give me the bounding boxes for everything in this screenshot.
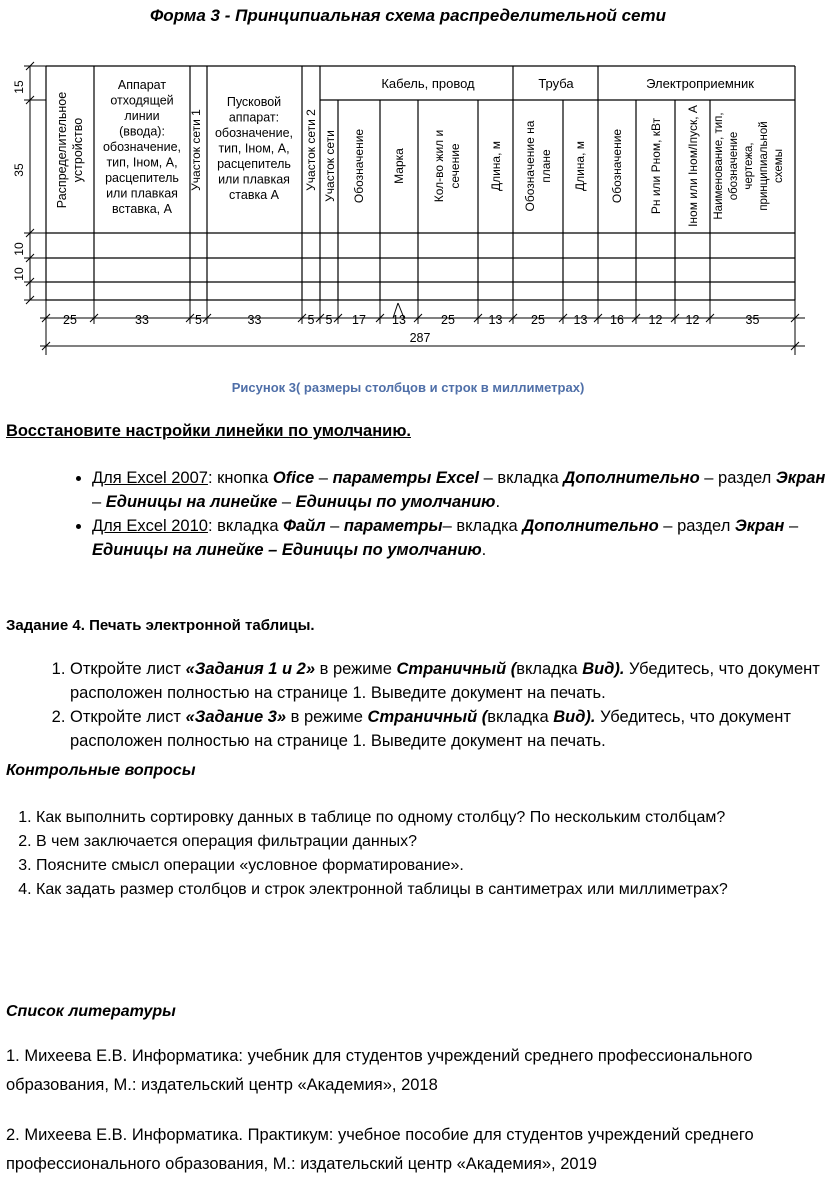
literature-item: 1. Михеева Е.В. Информатика: учебник для студентов учреждений среднего профессионального образования, М.: издательский центр «Академия», 2018 — [6, 1047, 753, 1094]
figure-label: ставка А — [229, 188, 279, 202]
figure-label: 5 — [195, 313, 202, 327]
figure-label: тип, Iном, А, — [106, 155, 178, 170]
task4-list — [38, 657, 840, 753]
list-item: 2. В чем заключается операция фильтрации данных? — [36, 830, 826, 854]
figure-label: 17 — [352, 313, 366, 327]
figure-label: Pн или Pном, кВт — [649, 117, 663, 215]
figure-label: 13 — [488, 313, 503, 327]
figure-label: Пусковой — [226, 95, 282, 109]
list-item: 2. Откройте лист «Задание 3» в режиме Страничный (вкладка Вид). Убедитесь, что документ расположен полностью на странице 1. Выведите документ на печать. — [70, 705, 840, 753]
figure-label: Распределительное — [55, 91, 69, 209]
figure-label: тип, Iном, А, — [218, 141, 290, 156]
literature-item: 2. Михеева Е.В. Информатика. Практикум: учебное пособие для студентов учреждений среднего профессионального образования, М.: издательский центр «Академия», 2019 — [6, 1126, 754, 1173]
figure-label: 287 — [409, 331, 431, 345]
figure-label: Обозначение на — [523, 120, 537, 212]
figure-label: сечение — [448, 143, 462, 189]
figure-label: 25 — [63, 313, 77, 327]
figure-label: (ввода): — [119, 124, 165, 139]
figure-label: 15 — [12, 80, 26, 94]
figure-label: 10 — [12, 242, 26, 256]
list-item: 1. Откройте лист «Задания 1 и 2» в режиме Страничный (вкладка Вид). Убедитесь, что документ расположен полностью на странице 1. Выведите документ на печать. — [70, 657, 840, 705]
figure-label: расцепитель — [105, 171, 179, 185]
figure-label: или плавкая — [106, 186, 178, 201]
figure-label: обозначение, — [214, 126, 294, 140]
figure-label: 33 — [247, 313, 262, 327]
restore-item-2010: • Для Excel 2010: вкладка Файл – параметры– вкладка Дополнительно – раздел Экран – Единицы на линейке – Единицы по умолчанию. — [92, 514, 832, 562]
figure-label: 35 — [745, 313, 760, 327]
list-item: 3. Поясните смысл операции «условное форматирование». — [36, 854, 826, 878]
figure-label: 13 — [392, 313, 406, 327]
figure-label: Участок сети 1 — [189, 109, 203, 191]
figure-caption: Рисунок 3( размеры столбцов и строк в миллиметрах) — [231, 380, 585, 395]
figure-label: линии — [124, 109, 160, 123]
page-title: Форма 3 - Принципиальная схема распределительной сети — [149, 6, 667, 25]
list-item: 1. Как выполнить сортировку данных в таблице по одному столбцу? По нескольким столбцам? — [36, 806, 826, 830]
restore-list — [60, 466, 832, 562]
figure-label: 13 — [573, 313, 588, 327]
list-item: 4. Как задать размер столбцов и строк электронной таблицы в сантиметрах или миллиметрах? — [36, 878, 826, 902]
figure-label: Электроприемник — [646, 76, 754, 91]
figure-label: Кабель, провод — [381, 76, 475, 91]
figure-label: Iном или Iном/Iпуск, А — [686, 105, 700, 227]
figure-label: вставка, А — [112, 202, 172, 216]
figure-label: 10 — [12, 267, 26, 281]
figure-label: принципиальной — [758, 121, 770, 211]
figure-label: Аппарат — [117, 78, 167, 92]
control-heading: Контрольные вопросы — [6, 762, 196, 779]
figure-label: 5 — [307, 313, 315, 327]
figure-label: 16 — [610, 313, 624, 327]
figure-label: схемы — [773, 149, 785, 183]
figure-label: Труба — [538, 76, 574, 91]
figure-label: 25 — [531, 313, 545, 327]
figure-label: отходящей — [110, 93, 174, 108]
task4-heading: Задание 4. Печать электронной таблицы. — [6, 617, 315, 634]
figure-label: или плавкая — [218, 172, 290, 187]
figure-label: Наименование, тип, — [713, 112, 725, 220]
restore-heading: Восстановите настройки линейки по умолчанию. — [6, 422, 411, 440]
figure-label: Длина, м — [489, 140, 503, 192]
figure-label: обозначение — [728, 131, 740, 201]
figure-label: Кол-во жил и — [432, 129, 446, 203]
figure-label: аппарат: — [228, 110, 280, 125]
figure-label: 12 — [648, 313, 663, 327]
figure-label: Обозначение — [352, 128, 366, 204]
figure-label: плане — [539, 149, 553, 183]
control-list — [6, 806, 826, 902]
figure-label: 35 — [12, 163, 26, 177]
figure-label: расцепитель — [217, 157, 291, 171]
figure-label: чертежа, — [743, 142, 755, 190]
figure-label: устройство — [71, 117, 85, 183]
distribution-scheme-figure — [0, 48, 816, 368]
figure-label: Обозначение — [610, 128, 624, 204]
figure-label: Марка — [392, 148, 406, 184]
figure-label: 33 — [135, 313, 149, 327]
literature-heading: Список литературы — [6, 1003, 176, 1020]
figure-label: 25 — [441, 313, 455, 327]
figure-label: обозначение, — [102, 140, 182, 154]
restore-item-2007: • Для Excel 2007: кнопка Ofice – параметры Excel – вкладка Дополнительно – раздел Экран – Единицы на линейке – Единицы по умолчанию. — [92, 466, 832, 514]
figure-label: Участок сети — [323, 130, 337, 202]
figure-label: Участок сети 2 — [304, 109, 318, 191]
figure-label: 12 — [685, 313, 700, 327]
figure-label: 5 — [325, 313, 333, 327]
figure-label: Длина, м — [573, 140, 587, 192]
